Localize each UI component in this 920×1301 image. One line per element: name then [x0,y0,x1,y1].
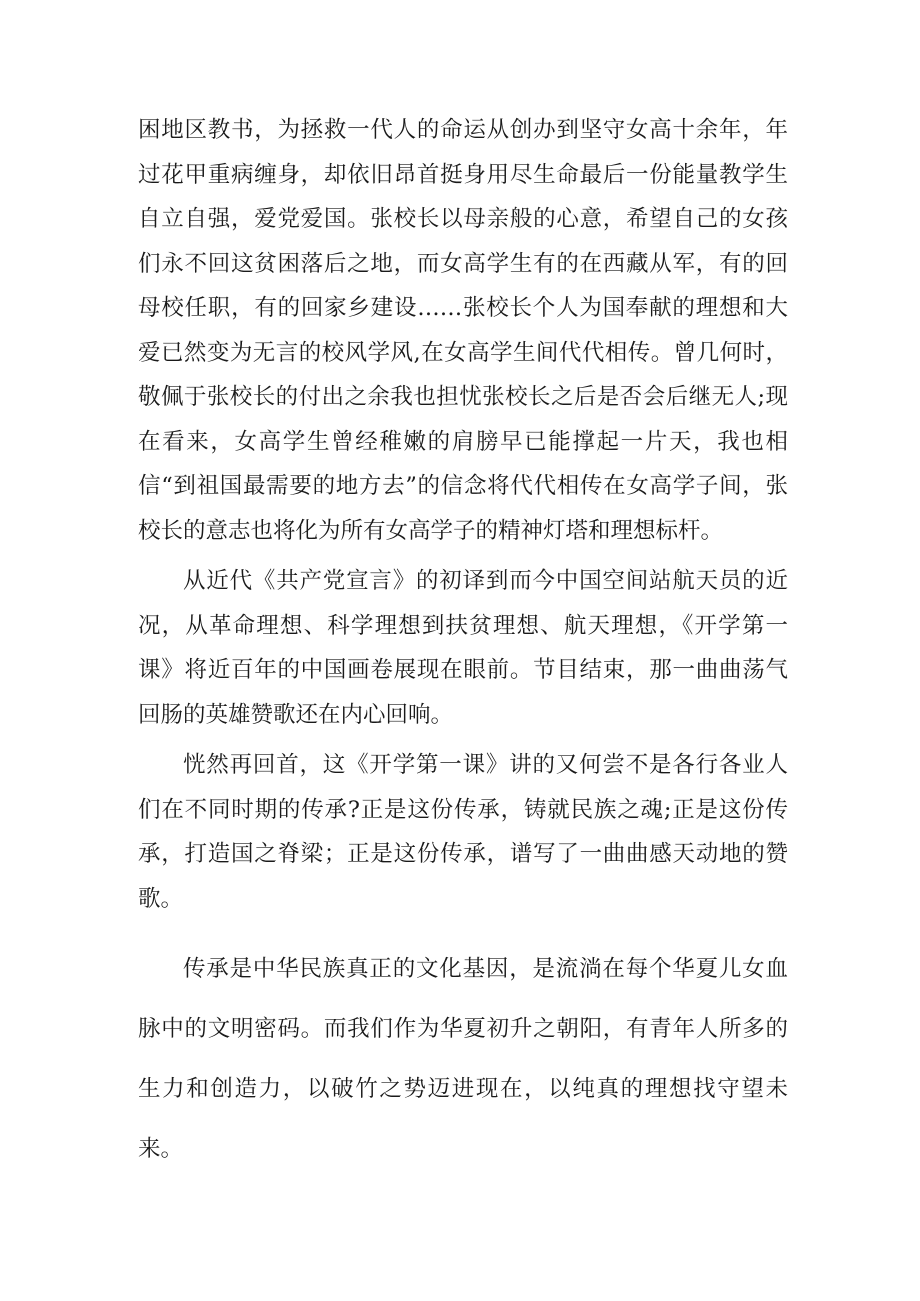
paragraph-2: 从近代《共产党宣言》的初译到而今中国空间站航天员的近况，从革命理想、科学理想到扶贫理想、航天理想，《开学第一课》将近百年的中国画卷展现在眼前。节目结束，那一曲曲荡气回肠的英雄赞歌还在内心回响。 [138,568,788,728]
paragraph-1: 困地区教书，为拯救一代人的命运从创办到坚守女高十余年，年过花甲重病缠身，却依旧昂首挺身用尽生命最后一份能量教学生自立自强，爱党爱国。张校长以母亲般的心意，希望自己的女孩们永不回这贫困落后之地，而女高学生有的在西藏从军，有的回母校任职，有的回家乡建设……张校长个人为国奉献的理想和大爱已然变为无言的校风学风,在女高学生间代代相传。曾几何时，敬佩于张校长的付出之余我也担忧张校长之后是否会后继无人;现在看来，女高学生曾经稚嫩的肩膀早已能撑起一片天，我也相信“到祖国最需要的地方去”的信念将代代相传在女高学子间，张校长的意志也将化为所有女高学子的精神灯塔和理想标杆。 [138,117,788,544]
paragraph-3: 恍然再回首，这《开学第一课》讲的又何尝不是各行各业人们在不同时期的传承?正是这份传承，铸就民族之魂;正是这份传承，打造国之脊梁；正是这份传承，谱写了一曲曲感天动地的赞歌。 [138,752,788,912]
paragraph-4: 传承是中华民族真正的文化基因，是流淌在每个华夏儿女血脉中的文明密码。而我们作为华夏初升之朝阳，有青年人所多的生力和创造力，以破竹之势迈进现在，以纯真的理想找守望未来。 [138,956,788,1162]
document-body [138,108,788,1179]
